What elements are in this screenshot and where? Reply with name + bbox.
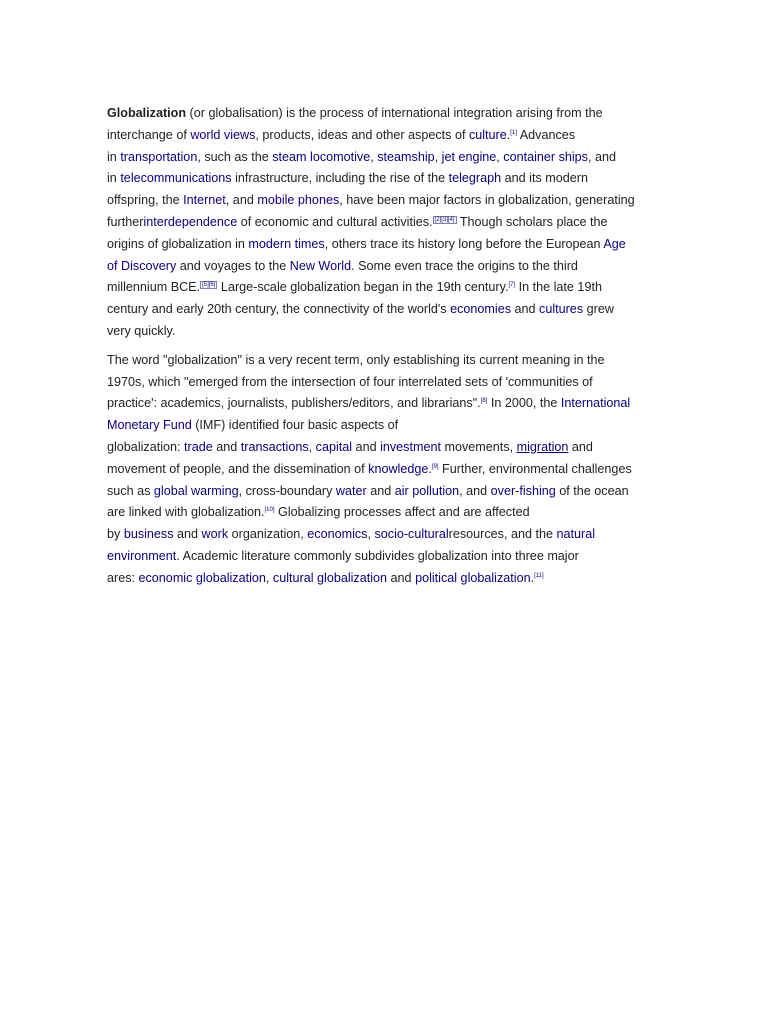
link-migration[interactable]: migration <box>516 439 569 454</box>
paragraph-1 <box>107 103 663 343</box>
citation-11[interactable]: [11] <box>534 572 544 579</box>
text: offspring, the <box>107 193 184 208</box>
link-telegraph[interactable]: telegraph <box>448 171 502 186</box>
link-investment[interactable]: investment <box>380 439 441 454</box>
text: , <box>434 149 442 164</box>
text: , and <box>587 149 616 164</box>
text: . <box>530 570 535 585</box>
text: infrastructure, including the rise of the <box>231 171 449 186</box>
link-age-of-discovery[interactable]: Age <box>603 236 626 251</box>
text: of the ocean <box>555 483 629 498</box>
text: , <box>367 527 375 542</box>
text: globalization: <box>107 439 185 454</box>
link-work[interactable]: work <box>201 527 229 542</box>
text: and <box>568 439 593 454</box>
text: movement of people, and the dissemination of <box>107 461 369 476</box>
text: and <box>511 302 540 317</box>
text: , products, ideas and other aspects of <box>255 127 469 142</box>
link-steamship[interactable]: steamship <box>377 149 435 164</box>
text: 1970s, which "emerged from the intersection of four interrelated sets of 'communities of <box>107 374 593 389</box>
text-line <box>107 190 663 212</box>
text: origins of globalization in <box>107 236 249 251</box>
link-economies[interactable]: economies <box>450 302 511 317</box>
text: , others trace its history long before the European <box>324 236 604 251</box>
text: and its modern <box>501 171 588 186</box>
text: In 2000, the <box>487 396 561 411</box>
citation-10[interactable]: [10] <box>264 507 275 514</box>
text: and <box>212 439 241 454</box>
text-line <box>107 415 663 437</box>
text-line <box>107 393 663 415</box>
text: . Academic literature commonly subdivides globalization into three major <box>176 548 579 563</box>
text: movements, <box>440 439 517 454</box>
text: in <box>107 171 121 186</box>
text: and <box>366 483 395 498</box>
text: , have been major factors in globalization, generating <box>339 193 635 208</box>
link-business[interactable]: business <box>123 527 174 542</box>
text: further <box>107 214 144 229</box>
link-telecommunications[interactable]: telecommunications <box>120 171 232 186</box>
link-international-monetary-fund[interactable]: International <box>560 396 631 411</box>
article-body <box>107 103 663 597</box>
text-line <box>107 256 663 278</box>
text: and voyages to the <box>176 258 290 273</box>
text: Advances <box>516 127 576 142</box>
link-transportation[interactable]: transportation <box>120 149 198 164</box>
link-transactions[interactable]: transactions <box>240 439 309 454</box>
text-line <box>107 212 663 234</box>
link-global-warming[interactable]: global warming <box>153 483 239 498</box>
text-line <box>107 168 663 190</box>
text: In the late 19th <box>515 280 602 295</box>
text: millennium BCE. <box>107 280 201 295</box>
text: The word "globalization" is a very recent term, only establishing its current meaning in the <box>107 352 605 367</box>
link-steam-locomotive[interactable]: steam locomotive <box>272 149 371 164</box>
link-economic-globalization[interactable]: economic globalization <box>138 570 266 585</box>
text: (IMF) identified four basic aspects of <box>191 418 399 433</box>
citation-5-6[interactable]: [5][6] <box>202 282 216 289</box>
text: of economic and cultural activities. <box>237 214 433 229</box>
text: Globalizing processes affect and are affected <box>274 505 530 520</box>
citation-8[interactable]: [8] <box>480 398 488 405</box>
text: Further, environmental challenges <box>438 461 632 476</box>
text: by <box>107 527 124 542</box>
text: . <box>428 461 432 476</box>
text-line <box>107 147 663 169</box>
text-line <box>107 546 663 568</box>
text-line <box>107 103 663 125</box>
link-international-monetary-fund-cont[interactable]: Monetary Fund <box>107 418 192 433</box>
paragraph-2 <box>107 350 663 590</box>
link-world-views[interactable]: world views <box>190 127 256 142</box>
link-internet[interactable]: Internet <box>183 193 226 208</box>
text-line <box>107 350 663 372</box>
text: (or globalisation) is the process of international integration arising from the <box>186 106 603 120</box>
text: , and <box>225 193 258 208</box>
text-line <box>107 437 663 459</box>
text-line <box>107 321 663 343</box>
citation-1[interactable]: [1] <box>510 129 517 136</box>
text-line <box>107 459 663 481</box>
link-container-ships[interactable]: container ships <box>503 149 588 164</box>
link-natural-environment[interactable]: natural <box>556 527 595 542</box>
text: Though scholars place the <box>456 214 608 229</box>
text: century and early 20th century, the connectivity of the world's <box>107 302 451 317</box>
link-new-world[interactable]: New World <box>289 258 352 273</box>
text: grew <box>583 302 614 317</box>
link-jet-engine[interactable]: jet engine <box>441 149 497 164</box>
text: , <box>265 570 273 585</box>
text: such as <box>107 483 154 498</box>
text: very quickly. <box>107 323 176 338</box>
text-line <box>107 481 663 503</box>
text: , and <box>459 483 491 498</box>
article-term: Globalization <box>107 106 187 120</box>
link-cultures[interactable]: cultures <box>539 302 584 317</box>
text: . <box>506 127 511 142</box>
link-cultural-globalization[interactable]: cultural globalization <box>272 570 388 585</box>
link-knowledge[interactable]: knowledge <box>368 461 429 476</box>
citation-7[interactable]: [7] <box>508 282 516 289</box>
link-political-globalization[interactable]: political globalization <box>415 570 531 585</box>
citation-2-3-4[interactable]: [2][3][4] <box>434 216 455 223</box>
text: practice': academics, journalists, publishers/editors, and librarians". <box>107 396 481 411</box>
link-age-of-discovery-cont[interactable]: of Discovery <box>107 258 177 273</box>
text: and <box>352 439 381 454</box>
link-trade[interactable]: trade <box>184 439 213 454</box>
text: , <box>496 149 504 164</box>
link-mobile-phones[interactable]: mobile phones <box>257 193 340 208</box>
text: . Some even trace the origins to the third <box>351 258 578 273</box>
text: and <box>173 527 202 542</box>
text-line <box>107 234 663 256</box>
text-line <box>107 372 663 394</box>
text: organization, <box>228 527 308 542</box>
text: and <box>387 570 416 585</box>
text: in <box>107 149 121 164</box>
link-water[interactable]: water <box>335 483 367 498</box>
text: , such as the <box>197 149 273 164</box>
text: ares: <box>107 570 139 585</box>
text: , <box>370 149 378 164</box>
text-line <box>107 502 663 524</box>
text: interchange of <box>107 127 191 142</box>
text: are linked with globalization. <box>107 505 265 520</box>
link-culture[interactable]: culture <box>468 127 507 142</box>
text-line <box>107 277 663 299</box>
text-line <box>107 524 663 546</box>
text: , cross-boundary <box>238 483 336 498</box>
text: Large-scale globalization began in the 19th century. <box>217 280 509 295</box>
link-socio-cultural[interactable]: socio-cultural <box>374 527 449 542</box>
link-economics[interactable]: economics <box>307 527 368 542</box>
text: resources, and the <box>448 527 557 542</box>
citation-9[interactable]: [9] <box>431 463 439 470</box>
link-over-fishing[interactable]: over-fishing <box>490 483 556 498</box>
link-modern-times[interactable]: modern times <box>248 236 325 251</box>
text-line <box>107 568 663 590</box>
link-air-pollution[interactable]: air pollution <box>394 483 460 498</box>
link-natural-environment-cont[interactable]: environment <box>107 548 177 563</box>
text-line <box>107 125 663 147</box>
link-interdependence[interactable]: interdependence <box>143 214 238 229</box>
text: , <box>308 439 316 454</box>
text-line <box>107 299 663 321</box>
link-capital[interactable]: capital <box>315 439 353 454</box>
